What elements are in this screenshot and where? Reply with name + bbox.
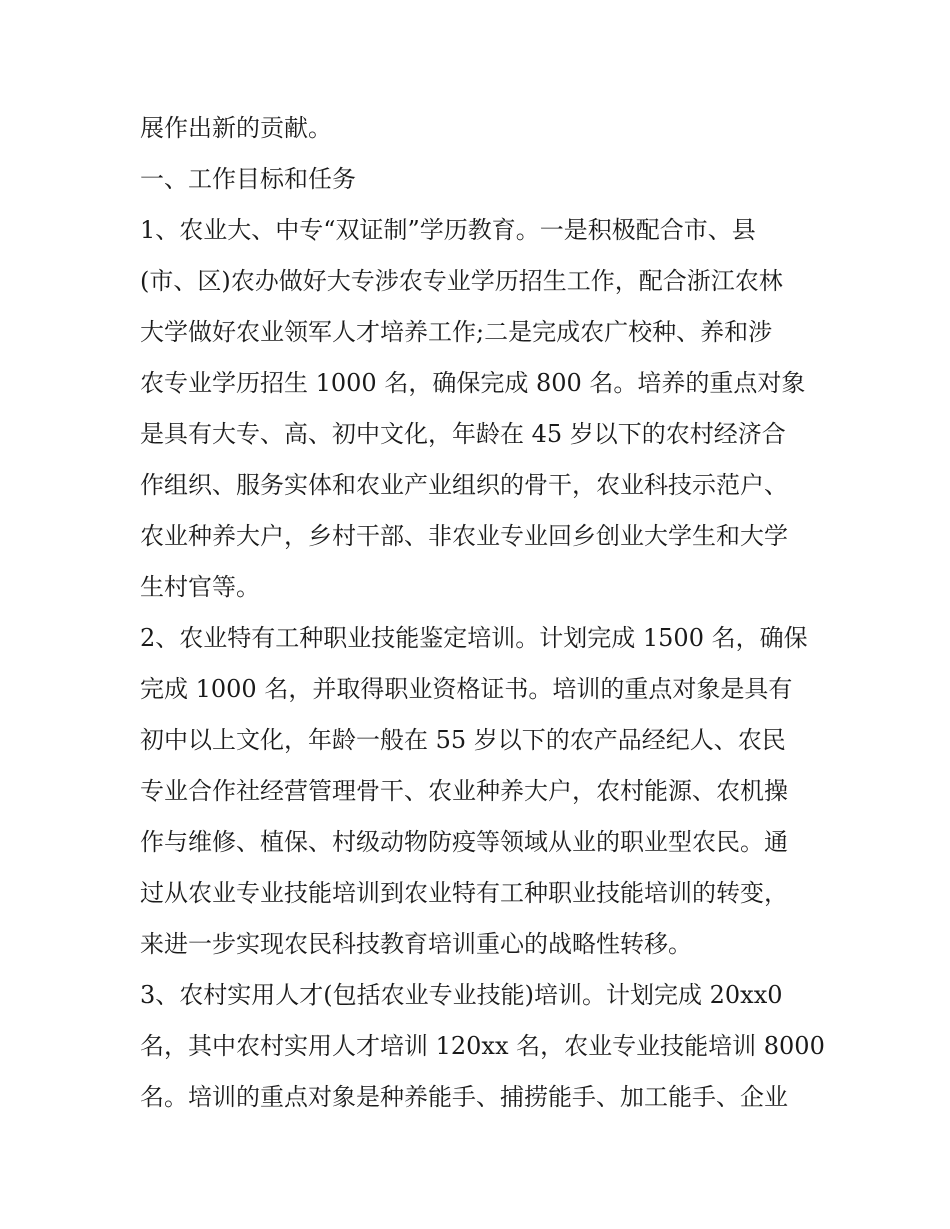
text-line: 农业种养大户，乡村干部、非农业专业回乡创业大学生和大学 [140, 522, 788, 550]
text-line: 专业合作社经营管理骨干、农业种养大户，农村能源、农机操 [140, 777, 788, 805]
text-line: 完成 1000 名，并取得职业资格证书。培训的重点对象是具有 [140, 675, 793, 703]
text-line: 大学做好农业领军人才培养工作;二是完成农广校种、养和涉 [140, 318, 773, 346]
text-line: 作组织、服务实体和农业产业组织的骨干，农业科技示范户、 [140, 471, 788, 499]
section-heading: 一、工作目标和任务 [140, 165, 356, 193]
text-line: 1、农业大、中专“双证制”学历教育。一是积极配合市、县 [140, 216, 756, 244]
text-line: (市、区)农办做好大专涉农专业学历招生工作，配合浙江农林 [140, 267, 783, 295]
text-line: 农专业学历招生 1000 名，确保完成 800 名。培养的重点对象 [140, 369, 806, 397]
text-line: 2、农业特有工种职业技能鉴定培训。计划完成 1500 名，确保 [140, 624, 808, 652]
text-line: 3、农村实用人才(包括农业专业技能)培训。计划完成 20xx0 [140, 981, 783, 1009]
text-line: 初中以上文化，年龄一般在 55 岁以下的农产品经纪人、农民 [140, 726, 786, 754]
text-line: 生村官等。 [140, 573, 260, 601]
text-line: 名，其中农村实用人才培训 120xx 名，农业专业技能培训 8000 [140, 1032, 825, 1060]
text-line: 过从农业专业技能培训到农业特有工种职业技能培训的转变， [140, 879, 788, 907]
text-line: 是具有大专、高、初中文化，年龄在 45 岁以下的农村经济合 [140, 420, 786, 448]
text-line: 作与维修、植保、村级动物防疫等领域从业的职业型农民。通 [140, 828, 788, 856]
text-line: 名。培训的重点对象是种养能手、捕捞能手、加工能手、企业 [140, 1083, 788, 1111]
text-line: 展作出新的贡献。 [140, 114, 332, 142]
text-line: 来进一步实现农民科技教育培训重心的战略性转移。 [140, 930, 692, 958]
